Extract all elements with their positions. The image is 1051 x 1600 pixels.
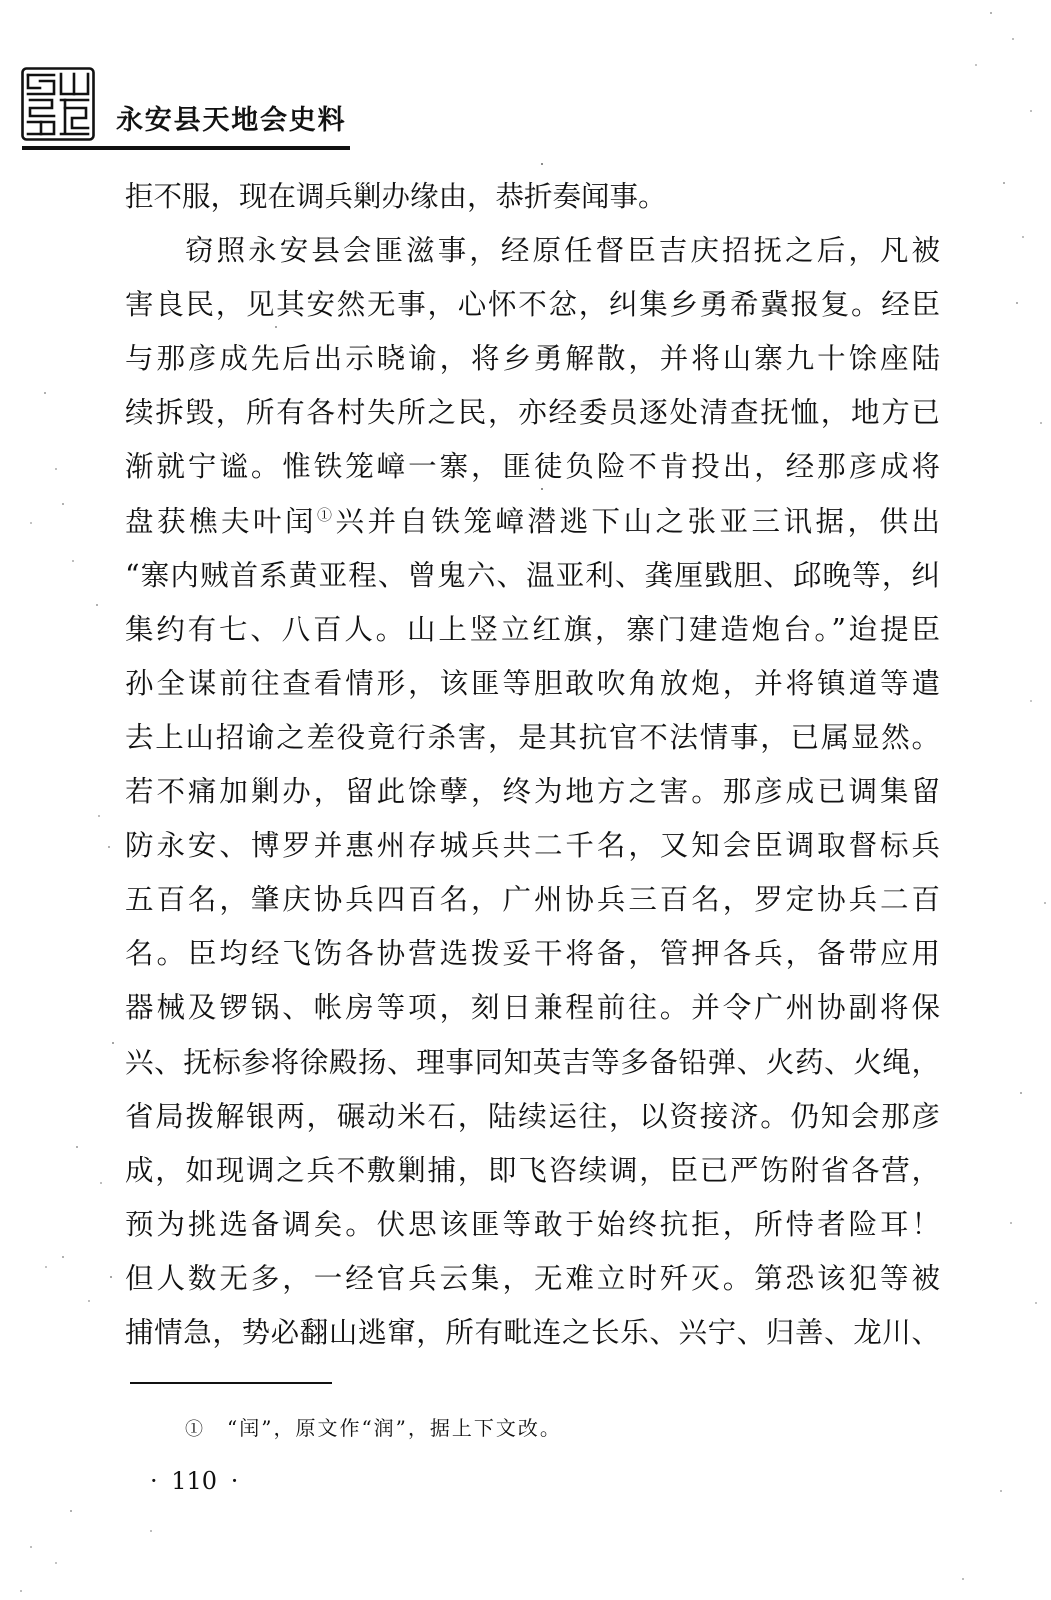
text-line: 拒不服，现在调兵剿办缘由，恭折奏闻事。 <box>125 180 667 213</box>
footnote-reference: ① <box>317 505 336 524</box>
text-line: 害良民，见其安然无事，心怀不忿，纠集乡勇希冀报复。经臣 <box>125 288 940 322</box>
text-line: 防永安、博罗并惠州存城兵共二千名，又知会臣调取督标兵 <box>125 829 940 863</box>
text-line: 捕情急，势必翻山逃窜，所有毗连之长乐、兴宁、归善、龙川、 <box>125 1315 940 1349</box>
text-line: 兴、抚标参将徐殿扬、理事同知英吉等多备铅弹、火药、火绳， <box>125 1045 940 1079</box>
seal-logo <box>20 66 96 142</box>
text-line: 预为挑选备调矣。伏思该匪等敢于始终抗拒，所恃者险耳！ <box>125 1207 940 1241</box>
footnote-marker: ① <box>185 1419 203 1440</box>
header-rule <box>22 146 350 150</box>
text-line: 若不痛加剿办，留此馀孽，终为地方之害。那彦成已调集留 <box>125 775 940 809</box>
text-line: 名。臣均经飞饬各协营选拨妥干将备，管押各兵，备带应用 <box>125 937 940 971</box>
footnote <box>185 1412 562 1444</box>
footnote-text: “闰”，原文作“润”，据上下文改。 <box>227 1416 562 1440</box>
text-line: 五百名，肇庆协兵四百名，广州协兵三百名，罗定协兵二百 <box>125 883 940 917</box>
page-number: · 110 · <box>150 1467 239 1495</box>
text-line: 渐就宁谧。惟铁笼嶂一寨，匪徒负险不肯投出，经那彦成将 <box>125 450 940 484</box>
paragraph <box>125 170 940 224</box>
footnote-rule <box>130 1382 332 1384</box>
text-line: 去上山招谕之差役竟行杀害，是其抗官不法情事，已属显然。 <box>125 720 940 754</box>
text-line: 器械及锣锅、帐房等项，刻日兼程前往。并令广州协副将保 <box>125 991 940 1025</box>
text-line: 成，如现调之兵不敷剿捕，即飞咨续调，臣已严饬附省各营， <box>125 1153 940 1187</box>
text-segment: 兴并自铁笼嶂潜逃下山之张亚三讯据，供出 <box>335 504 940 538</box>
text-segment: 盘获樵夫叶闰 <box>125 504 317 538</box>
text-line: 续拆毁，所有各村失所之民，亦经委员逐处清查抚恤，地方已 <box>125 396 940 430</box>
body-text <box>125 170 940 1360</box>
text-line: “寨内贼首系黄亚程、曾鬼六、温亚利、龚厘戥胆、邱晚等，纠 <box>125 558 940 592</box>
scan-speckles <box>0 0 2 2</box>
book-title: 永安县天地会史料 <box>116 105 347 136</box>
text-line: 窃照永安县会匪滋事，经原任督臣吉庆招抚之后，凡被 <box>185 234 940 268</box>
text-line: 孙全谋前往查看情形，该匪等胆敢吹角放炮，并将镇道等遣 <box>125 666 940 700</box>
text-line: 集约有七、八百人。山上竖立红旗，寨门建造炮台。”迨提臣 <box>125 612 940 646</box>
text-line: 与那彦成先后出示晓谕，将乡勇解散，并将山寨九十馀座陆 <box>125 342 940 376</box>
text-line: 省局拨解银两，碾动米石，陆续运往，以资接济。仍知会那彦 <box>125 1099 940 1133</box>
paragraph <box>125 224 940 1360</box>
text-line: 但人数无多，一经官兵云集，无难立时歼灭。第恐该犯等被 <box>125 1261 940 1295</box>
text-line <box>125 495 940 549</box>
seal-icon <box>20 66 96 142</box>
